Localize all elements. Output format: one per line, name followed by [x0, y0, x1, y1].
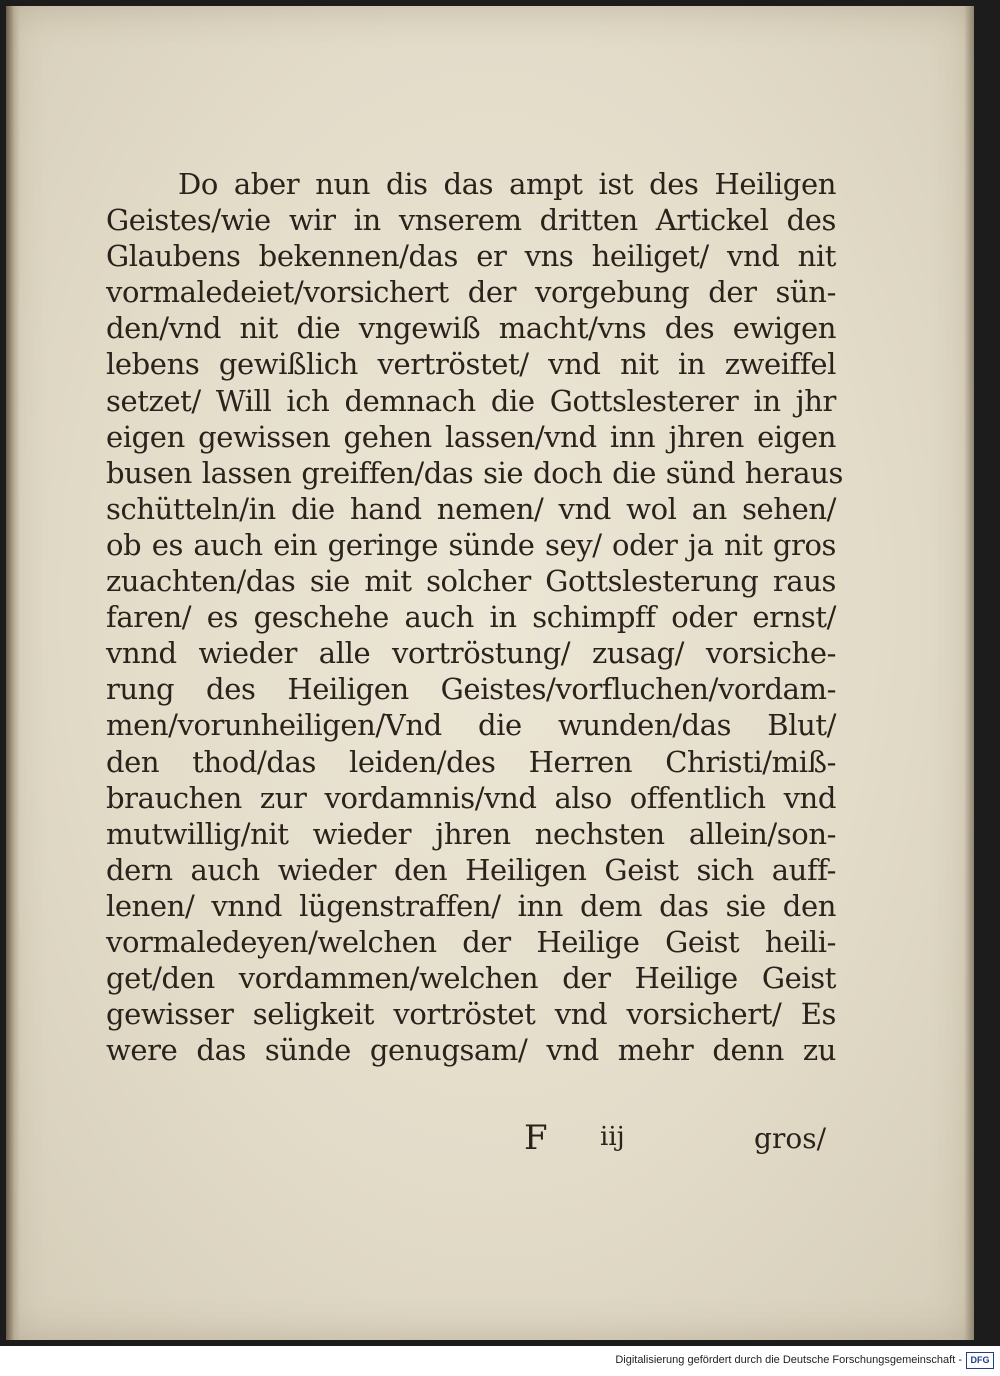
text-line: brauchen zur vordamnis/vnd also offentlich vnd: [106, 780, 836, 815]
text-line: men/vorunheiligen/Vnd die wunden/das Blut/: [106, 708, 836, 743]
text-line: busen lassen greiffen/das sie doch die sünd heraus: [106, 455, 843, 490]
text-line: den/vnd nit die vngewiß macht/vns des ewigen: [106, 311, 836, 346]
credit-bar: [0, 1346, 1000, 1376]
text-line: gewisser seligkeit vortröstet vnd vorsichert/ Es: [106, 997, 836, 1032]
text-line: Do aber nun dis das ampt ist des Heiligen: [178, 167, 836, 201]
signature-mark: F: [524, 1118, 548, 1158]
signature-number: iij: [600, 1122, 625, 1152]
funding-credit: Digitalisierung gefördert durch die Deutsche Forschungsgemeinschaft -: [615, 1354, 962, 1366]
text-line: ob es auch ein geringe sünde sey/ oder ja nit gros: [106, 527, 836, 562]
text-line: den thod/das leiden/des Herren Christi/miß-: [106, 744, 836, 779]
text-line: rung des Heiligen Geistes/vorfluchen/vordam-: [106, 672, 836, 707]
text-line: schütteln/in die hand nemen/ vnd wol an sehen/: [106, 491, 836, 526]
page-binding-shadow: [6, 6, 20, 1340]
body-text: [106, 166, 843, 1068]
text-line: get/den vordammen/welchen der Heilige Geist: [106, 961, 836, 996]
text-line: dern auch wieder den Heiligen Geist sich auff-: [106, 852, 836, 887]
text-line: eigen gewissen gehen lassen/vnd inn jhren eigen: [106, 419, 836, 454]
text-line: Geistes/wie wir in vnserem dritten Artickel des: [106, 203, 836, 238]
book-page: [6, 6, 974, 1340]
text-line: setzet/ Will ich demnach die Gottslesterer in jhr: [106, 383, 836, 418]
text-line: faren/ es geschehe auch in schimpff oder ernst/: [106, 600, 836, 635]
text-line: mutwillig/nit wieder jhren nechsten allein/son-: [106, 816, 836, 851]
text-line: vormaledeiet/vorsichert der vorgebung der sün-: [106, 275, 836, 310]
text-line: Glaubens bekennen/das er vns heiliget/ vnd nit: [106, 239, 836, 274]
catchword: gros/: [754, 1122, 826, 1155]
text-line: were das sünde genugsam/ vnd mehr denn zu: [106, 1033, 836, 1068]
dfg-logo: DFG: [966, 1352, 994, 1369]
text-line: lenen/ vnnd lügenstraffen/ inn dem das sie den: [106, 888, 836, 923]
text-line: lebens gewißlich vertröstet/ vnd nit in zweiffel: [106, 347, 836, 382]
text-line: zuachten/das sie mit solcher Gottslesterung raus: [106, 564, 836, 599]
page-edge-shadow: [964, 6, 974, 1340]
page-footer: [106, 1118, 836, 1158]
text-line: vormaledeyen/welchen der Heilige Geist heili-: [106, 924, 836, 959]
text-line: vnnd wieder alle vortröstung/ zusag/ vorsiche-: [106, 636, 836, 671]
